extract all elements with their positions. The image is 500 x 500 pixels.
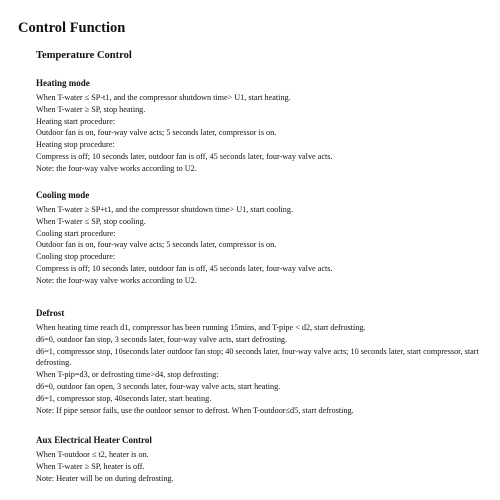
heating-line: When T-water ≥ SP, stop heating.	[36, 104, 146, 114]
heating-line: Compress is off; 10 seconds later, outdoor fan is off, 45 seconds later, four-way valve acts.	[36, 151, 333, 161]
aux-heater-heading: Aux Electrical Heater Control	[36, 435, 152, 445]
heating-line: Heating stop procedure:	[36, 140, 115, 150]
aux-heater-section	[36, 434, 496, 484]
cooling-line: Compress is off; 10 seconds later, outdoor fan is off, 45 seconds later, four-way valve acts.	[36, 263, 333, 273]
cooling-line: Cooling start procedure:	[36, 228, 116, 238]
heating-line: Outdoor fan is on, four-way valve acts; 5 seconds later, compressor is on.	[36, 128, 277, 138]
cooling-line: Cooling stop procedure:	[36, 252, 116, 262]
defrost-line: Note: If pipe sensor fails, use the outdoor sensor to defrost. When T-outdoor≤d5, start defrosting.	[36, 405, 354, 415]
section-title-temperature-control: Temperature Control	[36, 50, 132, 61]
cooling-mode-heading: Cooling mode	[36, 190, 90, 200]
cooling-line: When T-water ≤ SP, stop cooling.	[36, 216, 146, 226]
cooling-line: Outdoor fan is on, four-way valve acts; 5 seconds later, compressor is on.	[36, 240, 277, 250]
cooling-mode-section	[36, 189, 496, 287]
aux-line: Note: Heater will be on during defrosting.	[36, 473, 174, 483]
heating-line: Heating start procedure:	[36, 116, 116, 126]
cooling-line: Note: the four-way valve works according to U2.	[36, 275, 197, 285]
defrost-heading: Defrost	[36, 308, 65, 318]
cooling-line: When T-water ≥ SP+t1, and the compressor shutdown time> U1, start cooling.	[36, 205, 294, 214]
heating-line: When T-water ≤ SP-t1, and the compressor shutdown time> U1, start heating.	[36, 93, 291, 102]
aux-line: When T-outdoor ≤ t2, heater is on.	[36, 450, 149, 459]
heating-line: Note: the four-way valve works according to U2.	[36, 163, 197, 173]
defrost-line: d6=0, outdoor fan stop, 3 seconds later, four-way valve acts, start defrosting.	[36, 334, 288, 344]
defrost-section	[36, 307, 496, 416]
page-title: Control Function	[18, 20, 126, 36]
heating-mode-heading: Heating mode	[36, 78, 90, 88]
heating-mode-section	[36, 77, 496, 175]
defrost-line: d6=0, outdoor fan open, 3 seconds later, four-way valve acts, start heating.	[36, 381, 281, 391]
defrost-line: d6=1, compressor stop, 10seconds later outdoor fan stop; 40 seconds later, four-way valve acts; 10 seconds later, start compressor, start defrosting.	[36, 346, 479, 368]
defrost-line: When heating time reach d1, compressor has been running 15mins, and T-pipe < d2, start defrosting.	[36, 323, 366, 332]
aux-line: When T-water ≥ SP, heater is off.	[36, 461, 145, 471]
defrost-line: When T-pip=d3, or defrosting time>d4, stop defrosting:	[36, 370, 219, 380]
defrost-line: d6=1, compressor stop, 40seconds later, start heating.	[36, 393, 212, 403]
